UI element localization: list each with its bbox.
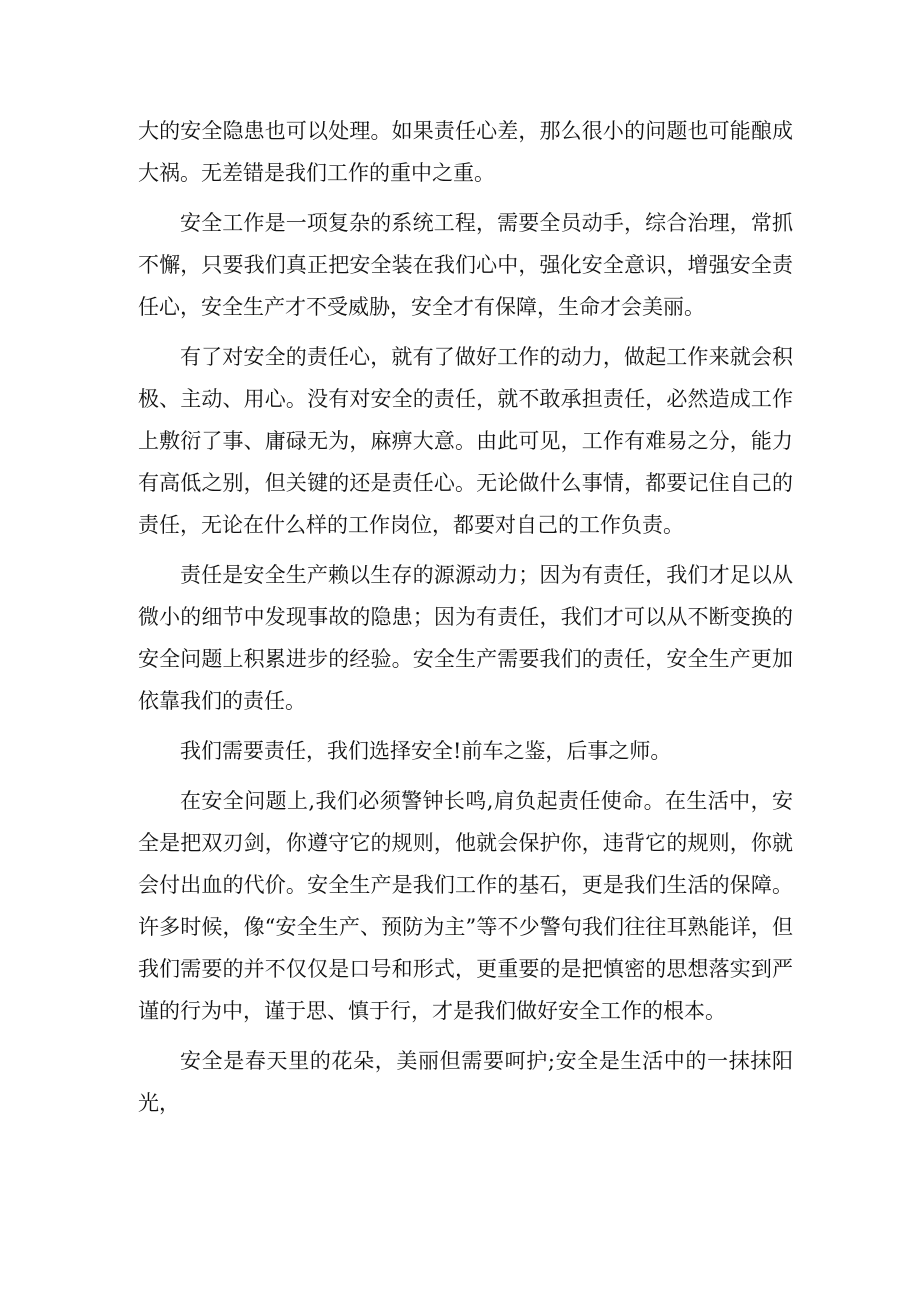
paragraph-alarm-bell: 在安全问题上,我们必须警钟长鸣,肩负起责任使命。在生活中，安全是把双刃剑，你遵守它的规则，他就会保护你，违背它的规则，你就会付出血的代价。安全生产是我们工作的基石，更是我们生活的保障。许多时候，像“安全生产、预防为主”等不少警句我们往往耳熟能详，但我们需要的并不仅仅是口号和形式，更重要的是把慎密的思想落实到严谨的行为中，谨于思、慎于行，才是我们做好安全工作的根本。 xyxy=(138,789,793,1023)
paragraph-spring-flowers: 安全是春天里的花朵，美丽但需要呵护;安全是生活中的一抹抹阳光， xyxy=(138,1049,793,1115)
document-body xyxy=(138,110,793,1132)
paragraph-responsibility-motivation: 有了对安全的责任心，就有了做好工作的动力，做起工作来就会积极、主动、用心。没有对安全的责任，就不敢承担责任，必然造成工作上敷衍了事、庸碌无为，麻痹大意。由此可见，工作有难易之分，能力有高低之别，但关键的还是责任心。无论做什么事情，都要记住自己的责任，无论在什么样的工作岗位，都要对自己的工作负责。 xyxy=(138,345,793,537)
paragraph-continued: 大的安全隐患也可以处理。如果责任心差，那么很小的问题也可能酿成大祸。无差错是我们工作的重中之重。 xyxy=(138,119,793,185)
paragraph-safety-system: 安全工作是一项复杂的系统工程，需要全员动手，综合治理，常抓不懈，只要我们真正把安全装在我们心中，强化安全意识，增强安全责任心，安全生产才不受威胁，安全才有保障，生命才会美丽。 xyxy=(138,211,793,319)
paragraph-choose-safety: 我们需要责任，我们选择安全!前车之鉴，后事之师。 xyxy=(180,739,672,763)
paragraph-responsibility-power: 责任是安全生产赖以生存的源源动力；因为有责任，我们才足以从微小的细节中发现事故的隐患；因为有责任，我们才可以从不断变换的安全问题上积累进步的经验。安全生产需要我们的责任，安全生产更加依靠我们的责任。 xyxy=(138,563,793,713)
